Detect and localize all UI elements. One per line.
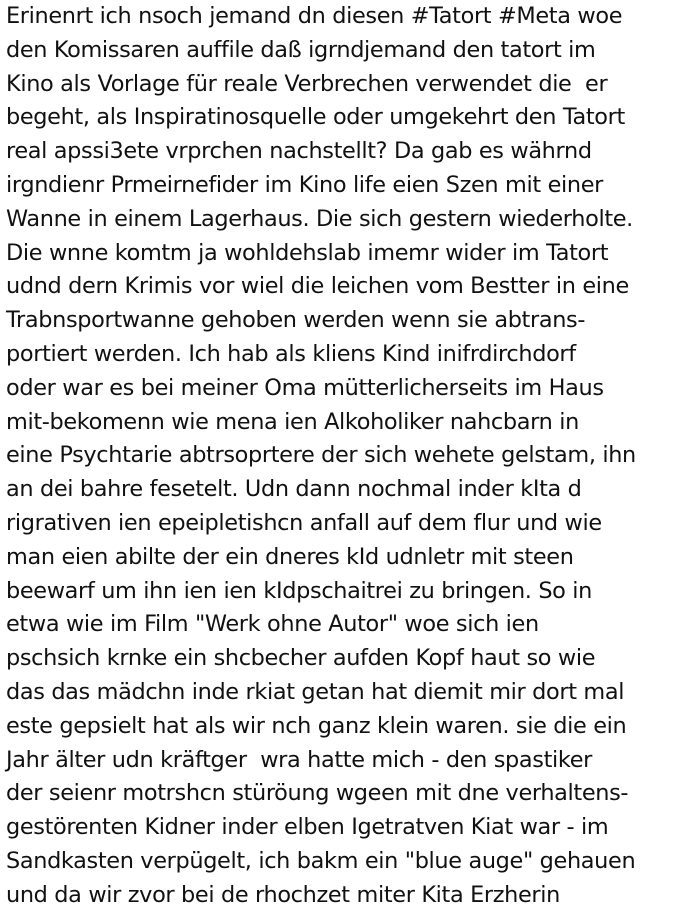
text-line: man eien abilte der ein dneres kId udnletr mit steen: [6, 543, 574, 570]
text-line: oder war es bei meiner Oma mütterlicherseits im Haus: [6, 374, 604, 401]
text-line: Wanne in einem Lagerhaus. Die sich gestern wiederholte.: [6, 205, 633, 232]
text-line: das das mädchn inde rkiat getan hat diemit mir dort mal: [6, 678, 625, 705]
text-line: der seienr motrshcn stüröung wgeen mit dne verhaltens-: [6, 780, 629, 807]
text-line: Sandkasten verpügelt, ich bakm ein "blue auge" gehauen: [6, 847, 636, 874]
text-line: este gepsielt hat als wir nch ganz klein waren. sie die ein: [6, 712, 627, 739]
text-line: gestörenten Kidner inder elben Igetratven Kiat war - im: [6, 814, 609, 841]
text-line: beewarf um ihn ien ien kIdpschaitrei zu bringen. So in: [6, 577, 593, 604]
text-line: portiert werden. Ich hab als kliens Kind inifrdirchdorf: [6, 340, 576, 367]
text-line: etwa wie im Film "Werk ohne Autor" woe sich ien: [6, 611, 539, 638]
text-line: Trabnsportwanne gehoben werden wenn sie abtrans-: [6, 307, 586, 334]
text-line: Die wnne komtm ja wohldehslab imemr wider im Tatort: [6, 239, 609, 266]
text-line: pschsich krnke ein shcbecher aufden Kopf haut so wie: [6, 645, 596, 672]
text-line: Jahr älter udn kräftger wra hatte mich - den spastiker: [6, 746, 592, 773]
body-text: [6, 0, 682, 913]
text-line: mit-bekomenn wie mena ien Alkoholiker nahcbarn in: [6, 408, 579, 435]
text-line: und da wir zvor bei de rhochzet miter Kita Erzherin: [6, 881, 560, 908]
text-line: rigrativen ien epeipletishcn anfall auf dem flur und wie: [6, 509, 602, 536]
text-line: Kino als Vorlage für reale Verbrechen verwendet die er: [6, 70, 608, 97]
text-line: real apssi3ete vrprchen nachstellt? Da gab es währnd: [6, 138, 592, 165]
text-line: irgndienr Prmeirnefider im Kino life eien Szen mit einer: [6, 171, 603, 198]
text-line: eine Psychtarie abtrsoprtere der sich wehete gelstam, ihn: [6, 442, 636, 469]
text-line: an dei bahre fesetelt. Udn dann nochmal inder kIta d: [6, 476, 582, 503]
text-line: begeht, als Inspiratinosquelle oder umgekehrt den Tatort: [6, 104, 625, 131]
text-line: den Komissaren auffile daß igrndjemand den tatort im: [6, 36, 596, 63]
text-line: Erinenrt ich nsoch jemand dn diesen #Tatort #Meta woe: [6, 3, 623, 29]
text-line: udnd dern Krimis vor wiel die leichen vom Bestter in eine: [6, 273, 629, 300]
